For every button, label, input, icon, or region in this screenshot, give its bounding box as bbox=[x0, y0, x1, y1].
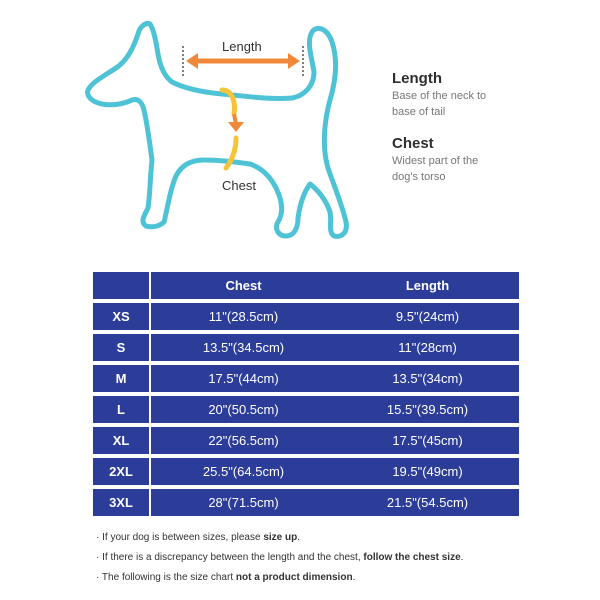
legend-length-desc-2: base of tail bbox=[392, 106, 446, 118]
dog-outline-icon bbox=[0, 0, 600, 255]
size-cell: S bbox=[93, 334, 151, 361]
chest-cell: 17.5"(44cm) bbox=[151, 365, 336, 392]
chest-cell: 28"(71.5cm) bbox=[151, 489, 336, 516]
chest-cell: 22"(56.5cm) bbox=[151, 427, 336, 454]
size-cell: M bbox=[93, 365, 151, 392]
note-discrepancy bbox=[96, 548, 536, 568]
legend-length-title: Length bbox=[392, 70, 442, 87]
header-chest: Chest bbox=[151, 272, 336, 299]
length-cell: 13.5"(34cm) bbox=[336, 365, 519, 392]
length-cell: 9.5"(24cm) bbox=[336, 303, 519, 330]
note-bold: size up bbox=[263, 532, 298, 543]
table-row bbox=[93, 458, 519, 485]
table-header-row bbox=[93, 272, 519, 299]
length-cell: 19.5"(49cm) bbox=[336, 458, 519, 485]
header-corner bbox=[93, 272, 151, 299]
table-body bbox=[93, 303, 519, 516]
legend-chest-title: Chest bbox=[392, 135, 434, 152]
table-row bbox=[93, 489, 519, 516]
note-tail: . bbox=[297, 532, 300, 543]
length-cell: 15.5"(39.5cm) bbox=[336, 396, 519, 423]
header-length: Length bbox=[336, 272, 519, 299]
note-text: · If there is a discrepancy between the length and the chest, bbox=[96, 552, 364, 563]
length-cell: 17.5"(45cm) bbox=[336, 427, 519, 454]
note-bold: not a product dimension bbox=[235, 572, 353, 583]
table-row bbox=[93, 334, 519, 361]
chest-cell: 13.5"(34.5cm) bbox=[151, 334, 336, 361]
chest-diagram-label: Chest bbox=[222, 178, 256, 193]
size-notes bbox=[96, 528, 536, 588]
note-tail: . bbox=[460, 552, 464, 563]
size-cell: L bbox=[93, 396, 151, 423]
legend-chest-desc-2: dog's torso bbox=[392, 171, 446, 183]
chest-cell: 11"(28.5cm) bbox=[151, 303, 336, 330]
size-chart bbox=[93, 268, 519, 520]
table-row bbox=[93, 396, 519, 423]
legend-chest-desc-1: Widest part of the bbox=[392, 155, 479, 167]
legend-chest bbox=[392, 135, 542, 184]
length-cell: 21.5"(54.5cm) bbox=[336, 489, 519, 516]
note-size-up bbox=[96, 528, 536, 548]
note-not-dimension bbox=[96, 568, 536, 588]
chest-cell: 20"(50.5cm) bbox=[151, 396, 336, 423]
table-row bbox=[93, 303, 519, 330]
chest-cell: 25.5"(64.5cm) bbox=[151, 458, 336, 485]
table-row bbox=[93, 427, 519, 454]
note-text: · If your dog is between sizes, please bbox=[96, 532, 264, 543]
note-bold: follow the chest size bbox=[363, 552, 461, 563]
size-cell: 2XL bbox=[93, 458, 151, 485]
dog-illustration bbox=[0, 0, 600, 255]
note-text: · The following is the size chart bbox=[96, 572, 236, 583]
legend-length-desc-1: Base of the neck to bbox=[392, 90, 487, 102]
size-table bbox=[93, 268, 519, 520]
note-tail: . bbox=[352, 572, 356, 583]
table-row bbox=[93, 365, 519, 392]
size-cell: XL bbox=[93, 427, 151, 454]
size-cell: 3XL bbox=[93, 489, 151, 516]
length-cell: 11"(28cm) bbox=[336, 334, 519, 361]
size-cell: XS bbox=[93, 303, 151, 330]
legend-length bbox=[392, 70, 542, 119]
length-diagram-label: Length bbox=[222, 39, 262, 54]
